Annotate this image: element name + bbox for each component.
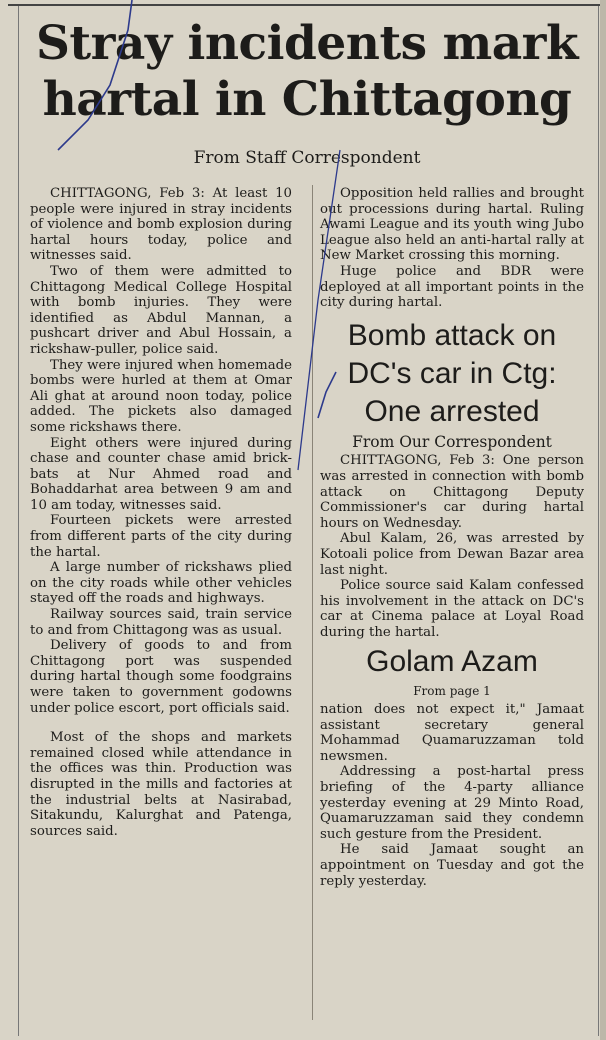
adjacent-page-edge — [600, 0, 606, 1040]
second-byline: From Our Correspondent — [352, 432, 552, 451]
paragraph: Delivery of goods to and from Chittagong port was suspended during hartal though some foodgrains were taken to government godowns under police escort, port officials said. — [30, 638, 292, 716]
column-divider — [312, 185, 313, 1020]
paragraph: Fourteen pickets were arrested from different parts of the city during the hartal. — [30, 513, 292, 560]
right-margin-rule — [598, 6, 599, 1036]
paragraph: A large number of rickshaws plied on the city roads while other vehicles stayed off the roads and highways. — [30, 560, 292, 607]
right-column — [320, 186, 584, 889]
left-column — [30, 186, 292, 839]
headline-line-2: hartal in Chittagong — [42, 72, 572, 127]
paragraph: They were injured when homemade bombs were hurled at them at Omar Ali ghat at around noon today, police added. The pickets also damaged some rickshaws there. — [30, 357, 292, 435]
paragraph: Addressing a post-hartal press briefing of the 4-party alliance yesterday evening at 29 Minto Road, Quamaruzzaman said they condemn such gesture from the President. — [320, 764, 584, 842]
paragraph: Eight others were injured during chase and counter chase amid brick-bats at Nur Ahmed road and Bohaddarhat area between 9 am and 10 am today, witnesses said. — [30, 435, 292, 513]
top-border-rule — [8, 4, 600, 6]
paragraph: Railway sources said, train service to and from Chittagong was as usual. — [30, 607, 292, 638]
paragraph: Most of the shops and markets remained closed while attendance in the offices was thin. Production was disrupted in the mills and factories at the industrial belts at Nasirabad, Sitakundu, Kalurghat and Patenga, sources said. — [30, 730, 292, 839]
paragraph: He said Jamaat sought an appointment on Tuesday and got the reply yesterday. — [320, 842, 584, 889]
second-headline-line-2: DC's car in Ctg: — [347, 356, 557, 390]
paragraph: Abul Kalam, 26, was arrested by Kotoali police from Dewan Bazar area last night. — [320, 531, 584, 578]
second-headline-line-3: One arrested — [364, 394, 540, 428]
main-byline: From Staff Correspondent — [193, 148, 421, 168]
left-margin-rule — [18, 6, 19, 1036]
second-headline — [320, 317, 584, 431]
paragraph: CHITTAGONG, Feb 3: One person was arrested in connection with bomb attack on Chittagong Deputy Commissioner's car during hartal hours on Wednesday. — [320, 453, 584, 531]
paragraph: Two of them were admitted to Chittagong Medical College Hospital with bomb injuries. They were identified as Abdul Mannan, a pushcart driver and Abul Hossain, a rickshaw-puller, police said. — [30, 263, 292, 357]
paragraph: Police source said Kalam confessed his involvement in the attack on DC's car at Cinema palace at Loyal Road during the hartal. — [320, 578, 584, 640]
third-headline: Golam Azam — [366, 645, 538, 679]
paragraph: Huge police and BDR were deployed at all important points in the city during hartal. — [320, 263, 584, 311]
continuation-label: From page 1 — [413, 684, 491, 699]
second-headline-line-1: Bomb attack on — [347, 318, 557, 352]
paragraph: nation does not expect it," Jamaat assistant secretary general Mohammad Quamaruzzaman told newsmen. — [320, 702, 584, 764]
paragraph: Opposition held rallies and brought out processions during hartal. Ruling Awami League and its youth wing Jubo League also held an anti-hartal rally at New Market crossing this morning. — [320, 186, 584, 264]
headline-line-1: Stray incidents mark — [35, 16, 579, 71]
paragraph: CHITTAGONG, Feb 3: At least 10 people were injured in stray incidents of violence and bomb explosion during hartal hours today, police and witnesses said. — [30, 186, 292, 264]
main-headline — [22, 16, 592, 128]
